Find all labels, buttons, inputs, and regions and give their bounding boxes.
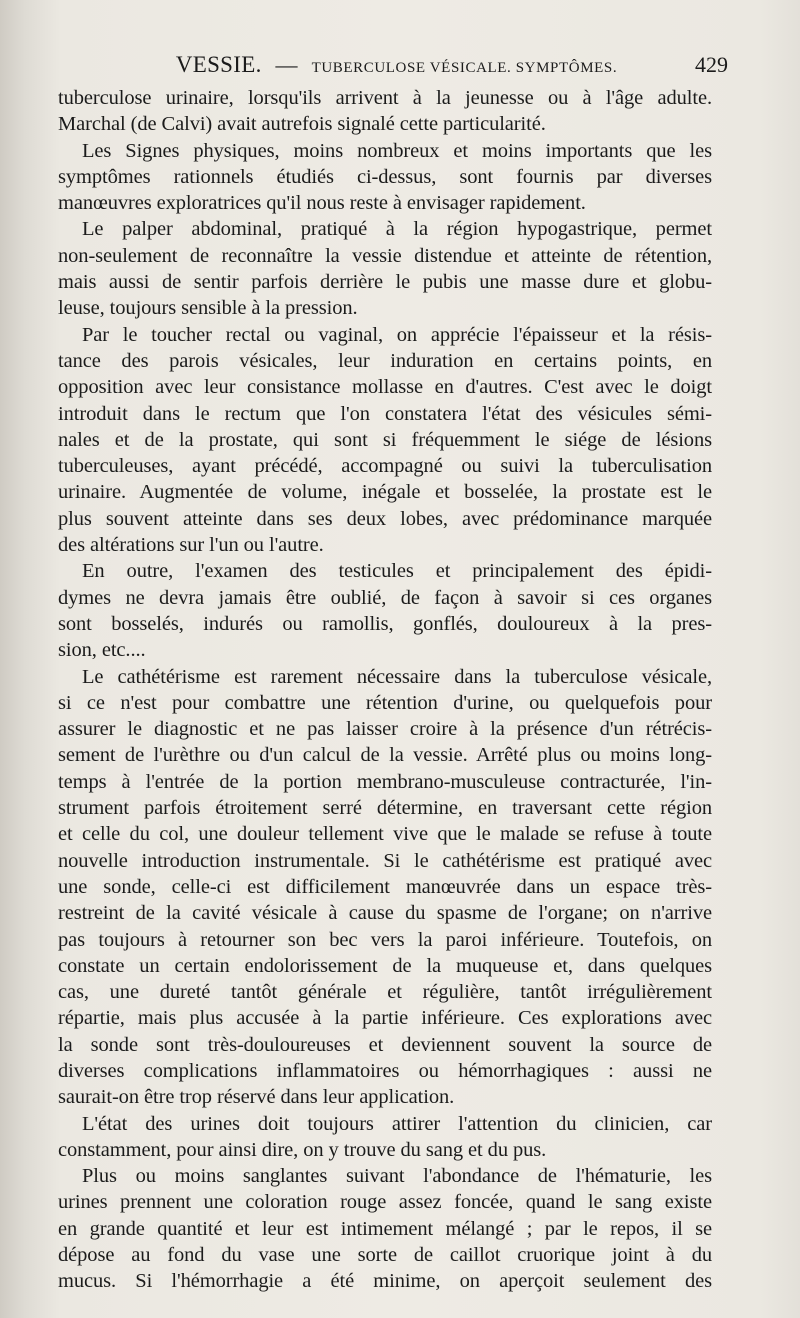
- text-line: restreint de la cavité vésicale à cause du spasme de l'organe; on n'arrive: [58, 902, 712, 925]
- text-line: sement de l'urèthre ou d'un calcul de la vessie. Arrêté plus ou moins long-: [58, 744, 712, 767]
- text-line: tance des parois vésicales, leur induration en certains points, en: [58, 349, 712, 372]
- text-line: plus souvent atteinte dans ses deux lobes, avec prédominance marquée: [58, 507, 712, 530]
- text-line: tuberculeuses, ayant précédé, accompagné ou suivi la tuberculisation: [58, 455, 712, 478]
- header-title: VESSIE.: [175, 52, 262, 77]
- text-line: mucus. Si l'hémorrhagie a été minime, on aperçoit seulement des: [58, 1270, 712, 1293]
- text-line: constate un certain endolorissement de la muqueuse et, dans quelques: [58, 954, 712, 977]
- text-line: En outre, l'examen des testicules et principalement des épidi-: [82, 560, 712, 583]
- text-line: opposition avec leur consistance mollasse en d'autres. C'est avec le doigt: [58, 376, 712, 399]
- text-line: non-seulement de reconnaître la vessie distendue et atteinte de rétention,: [58, 244, 712, 267]
- text-line: strument parfois étroitement serré détermine, en traversant cette région: [58, 797, 712, 820]
- text-line: urinaire. Augmentée de volume, inégale et bosselée, la prostate est le: [58, 481, 712, 504]
- header-dash: —: [275, 52, 298, 77]
- text-line: sont bosselés, indurés ou ramollis, gonflés, douloureux à la pres-: [58, 612, 712, 635]
- text-line: cas, une dureté tantôt générale et régulière, tantôt irrégulièrement: [58, 981, 712, 1004]
- text-line: L'état des urines doit toujours attirer l'attention du clinicien, car: [82, 1112, 712, 1135]
- text-line: mais aussi de sentir parfois derrière le pubis une masse dure et globu-: [58, 271, 712, 294]
- text-line: symptômes rationnels étudiés ci-dessus, sont fournis par diverses: [58, 165, 712, 188]
- header-subtitle: TUBERCULOSE VÉSICALE. SYMPTÔMES.: [311, 60, 618, 76]
- header-center: [98, 52, 695, 78]
- text-line: une sonde, celle-ci est difficilement manœuvrée dans un espace très-: [58, 875, 712, 898]
- text-line: assurer le diagnostic et ne pas laisser croire à la présence d'un rétrécis-: [58, 718, 712, 741]
- text-line: des altérations sur l'un ou l'autre.: [58, 534, 324, 557]
- text-line: la sonde sont très-douloureuses et deviennent souvent la source de: [58, 1033, 712, 1056]
- text-line: et celle du col, une douleur tellement vive que le malade se refuse à toute: [58, 823, 712, 846]
- text-line: diverses complications inflammatoires ou hémorrhagiques : aussi ne: [58, 1059, 712, 1082]
- text-line: Par le toucher rectal ou vaginal, on apprécie l'épaisseur et la résis-: [82, 323, 712, 346]
- page-number: 429: [695, 52, 728, 77]
- text-line: pas toujours à retourner son bec vers la paroi inférieure. Toutefois, on: [58, 928, 712, 951]
- text-line: urines prennent une coloration rouge assez foncée, quand le sang existe: [58, 1191, 712, 1214]
- text-line: si ce n'est pour combattre une rétention d'urine, ou quelquefois pour: [58, 691, 712, 714]
- text-line: leuse, toujours sensible à la pression.: [58, 297, 358, 320]
- text-line: temps à l'entrée de la portion membrano-musculeuse contracturée, l'in-: [58, 770, 712, 793]
- text-line: tuberculose urinaire, lorsqu'ils arrivent à la jeunesse ou à l'âge adulte.: [58, 87, 712, 109]
- running-header: [58, 52, 728, 86]
- text-line: dymes ne devra jamais être oublié, de façon à savoir si ces organes: [58, 586, 712, 609]
- text-line: en grande quantité et leur est intimement mélangé ; par le repos, il se: [58, 1217, 712, 1240]
- text-line: Les Signes physiques, moins nombreux et moins importants que les: [82, 139, 712, 162]
- text-line: constamment, pour ainsi dire, on y trouve du sang et du pus.: [58, 1138, 547, 1161]
- text-line: nales et de la prostate, qui sont si fréquemment le siége de lésions: [58, 428, 712, 451]
- text-line: sion, etc....: [58, 639, 146, 662]
- text-line: manœuvres exploratrices qu'il nous reste à envisager rapidement.: [58, 192, 586, 215]
- text-line: Le palper abdominal, pratiqué à la région hypogastrique, permet: [82, 218, 712, 241]
- text-line: Le cathétérisme est rarement nécessaire dans la tuberculose vésicale,: [82, 665, 712, 688]
- text-line: Plus ou moins sanglantes suivant l'abondance de l'hématurie, les: [82, 1165, 712, 1188]
- text-line: nouvelle introduction instrumentale. Si le cathétérisme est pratiqué avec: [58, 849, 712, 872]
- body-text: [58, 85, 712, 1295]
- text-line: dépose au fond du vase une sorte de caillot cruorique joint à du: [58, 1244, 712, 1267]
- text-line: saurait-on être trop réservé dans leur application.: [58, 1086, 455, 1109]
- text-line: répartie, mais plus accusée à la partie inférieure. Ces explorations avec: [58, 1007, 712, 1030]
- text-line: introduit dans le rectum que l'on constatera l'état des vésicules sémi-: [58, 402, 712, 425]
- text-line: Marchal (de Calvi) avait autrefois signalé cette particularité.: [58, 113, 546, 136]
